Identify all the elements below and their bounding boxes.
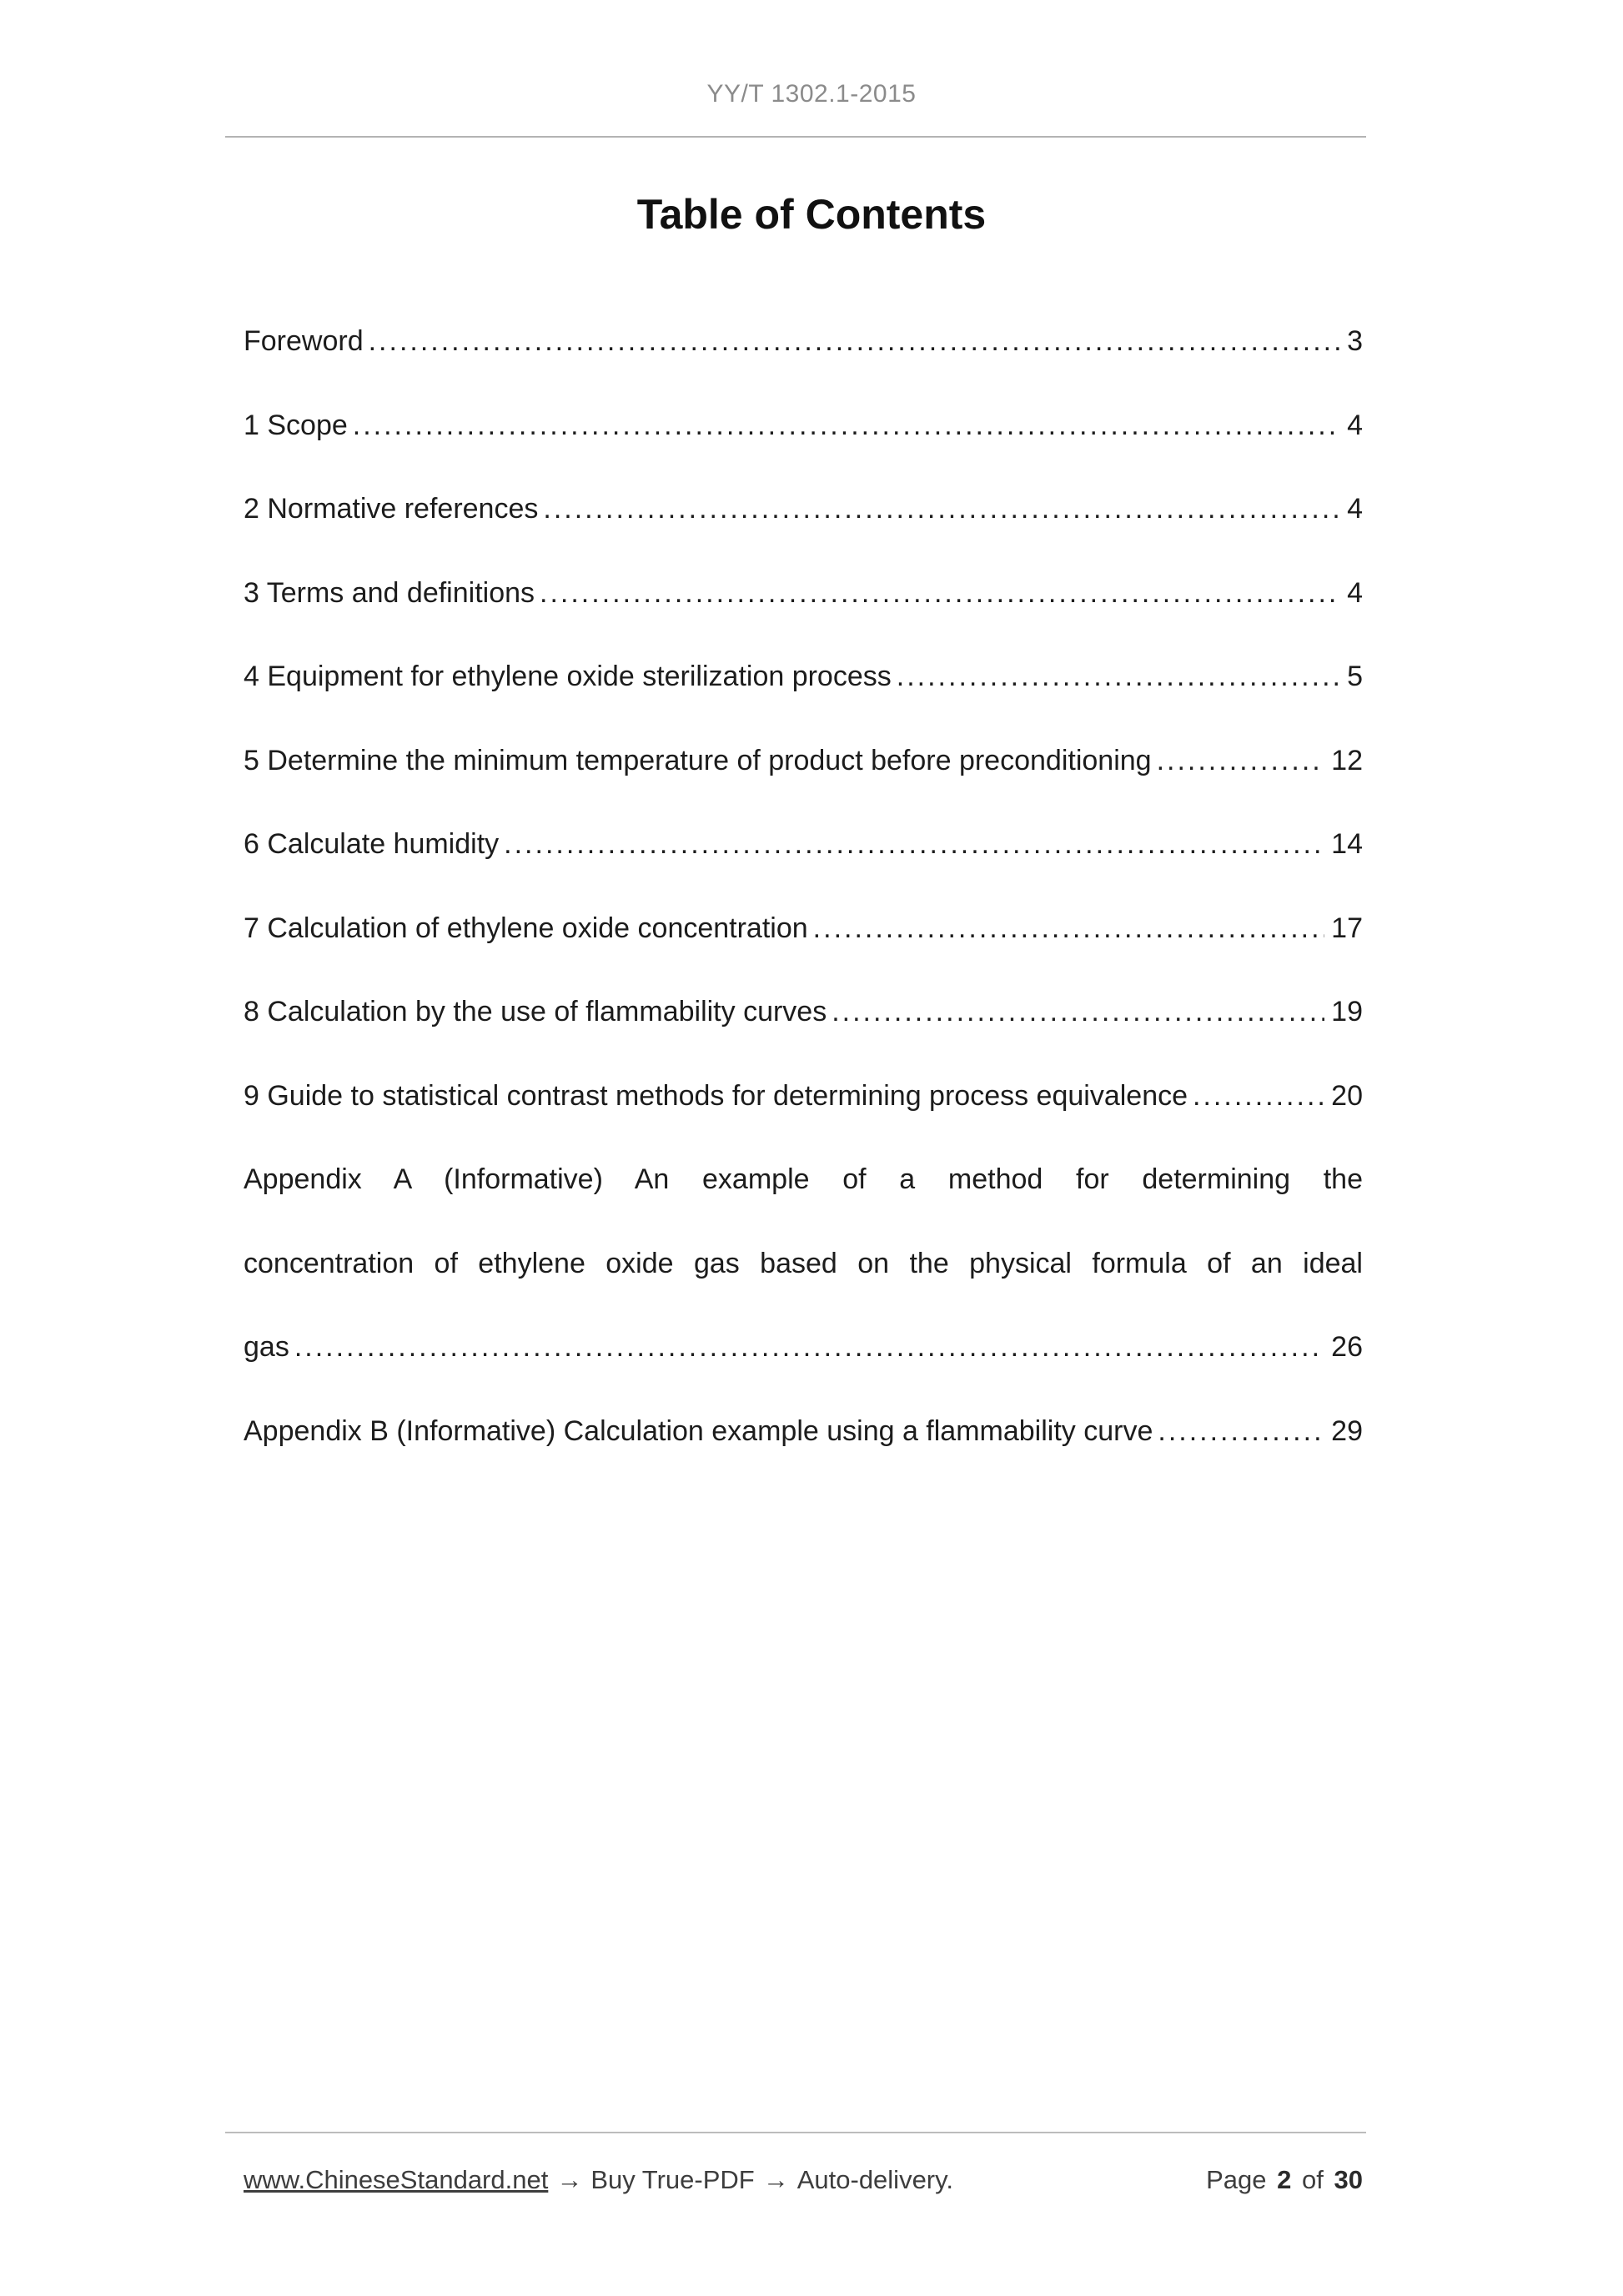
toc-page-number: 14 xyxy=(1331,828,1363,860)
toc-entry-scope xyxy=(244,408,1363,444)
toc-entry-label: 7 Calculation of ethylene oxide concentration xyxy=(244,912,808,944)
footer-info xyxy=(244,2165,953,2195)
page-current: 2 xyxy=(1277,2165,1292,2194)
doc-number: YY/T 1302.1-2015 xyxy=(706,80,917,108)
toc-page-number: 29 xyxy=(1331,1414,1363,1447)
dot-leader xyxy=(1158,1414,1324,1449)
arrow-icon: → xyxy=(762,2165,789,2194)
arrow-icon: → xyxy=(556,2165,583,2194)
toc-entry-label: Appendix B (Informative) Calculation example using a flammability curve xyxy=(244,1414,1153,1447)
toc-entry-appendix-b xyxy=(244,1414,1363,1449)
dot-leader xyxy=(353,408,1340,444)
dot-leader xyxy=(1193,1078,1324,1114)
toc-entry-label: 1 Scope xyxy=(244,409,348,441)
toc-entry-appendix-a-line2: concentration of ethylene oxide gas based on the physical formula of an ideal xyxy=(244,1247,1363,1279)
toc-entry-foreword xyxy=(244,324,1363,359)
toc-entry-equipment xyxy=(244,659,1363,695)
dot-leader xyxy=(832,994,1324,1030)
page-header xyxy=(0,80,1623,108)
toc-entry-label: 2 Normative references xyxy=(244,493,539,525)
toc-page-number: 26 xyxy=(1331,1331,1363,1363)
header-divider xyxy=(225,136,1366,138)
toc-entry-statistical-contrast xyxy=(244,1078,1363,1114)
toc-entry-label: 3 Terms and definitions xyxy=(244,576,535,609)
toc-page-number: 4 xyxy=(1347,576,1363,609)
dot-leader xyxy=(897,659,1340,695)
page-footer xyxy=(244,2165,1363,2195)
toc-entry-label: 6 Calculate humidity xyxy=(244,828,500,860)
toc-entry-label: 9 Guide to statistical contrast methods for determining process equivalence xyxy=(244,1079,1188,1112)
page-label: Page xyxy=(1206,2165,1267,2194)
dot-leader xyxy=(504,826,1324,862)
footer-divider xyxy=(225,2132,1366,2133)
toc-entry-minimum-temperature xyxy=(244,743,1363,779)
toc-entry-normative-references xyxy=(244,491,1363,527)
toc-page-number: 20 xyxy=(1331,1079,1363,1112)
toc-entry-appendix-a-line3 xyxy=(244,1329,1363,1365)
toc-page-number: 17 xyxy=(1331,912,1363,944)
toc-entry-label: Foreword xyxy=(244,325,364,357)
toc-entry-terms-definitions xyxy=(244,575,1363,611)
toc-entry-calculate-humidity xyxy=(244,826,1363,862)
toc-entry-label: 5 Determine the minimum temperature of product before preconditioning xyxy=(244,744,1152,776)
toc-page-number: 12 xyxy=(1331,744,1363,776)
toc-page-number: 3 xyxy=(1347,325,1363,357)
page-indicator xyxy=(1203,2165,1363,2195)
footer-buy-text: Buy True-PDF xyxy=(590,2165,755,2194)
dot-leader xyxy=(540,575,1340,611)
site-link[interactable]: www.ChineseStandard.net xyxy=(244,2165,549,2194)
dot-leader xyxy=(543,491,1340,527)
toc-page-number: 5 xyxy=(1347,661,1363,692)
toc-entry-flammability-curves xyxy=(244,994,1363,1030)
toc-entry-appendix-a-line1: Appendix A (Informative) An example of a method for determining the xyxy=(244,1163,1363,1195)
footer-delivery-text: Auto-delivery. xyxy=(796,2165,953,2194)
toc-page-number: 4 xyxy=(1347,409,1363,441)
toc-entry-label: 8 Calculation by the use of flammability curves xyxy=(244,996,827,1027)
dot-leader xyxy=(294,1329,1324,1365)
toc-page-number: 4 xyxy=(1347,493,1363,525)
toc-entry-label: gas xyxy=(244,1331,289,1363)
toc-page-number: 19 xyxy=(1331,996,1363,1027)
dot-leader xyxy=(369,324,1340,359)
table-of-contents xyxy=(244,324,1363,1497)
toc-entry-label: 4 Equipment for ethylene oxide sterilization process xyxy=(244,661,892,692)
of-label: of xyxy=(1302,2165,1324,2194)
toc-entry-eo-concentration xyxy=(244,911,1363,947)
page-total: 30 xyxy=(1334,2165,1363,2194)
dot-leader xyxy=(813,911,1325,947)
dot-leader xyxy=(1157,743,1325,779)
page-title: Table of Contents xyxy=(636,191,987,238)
